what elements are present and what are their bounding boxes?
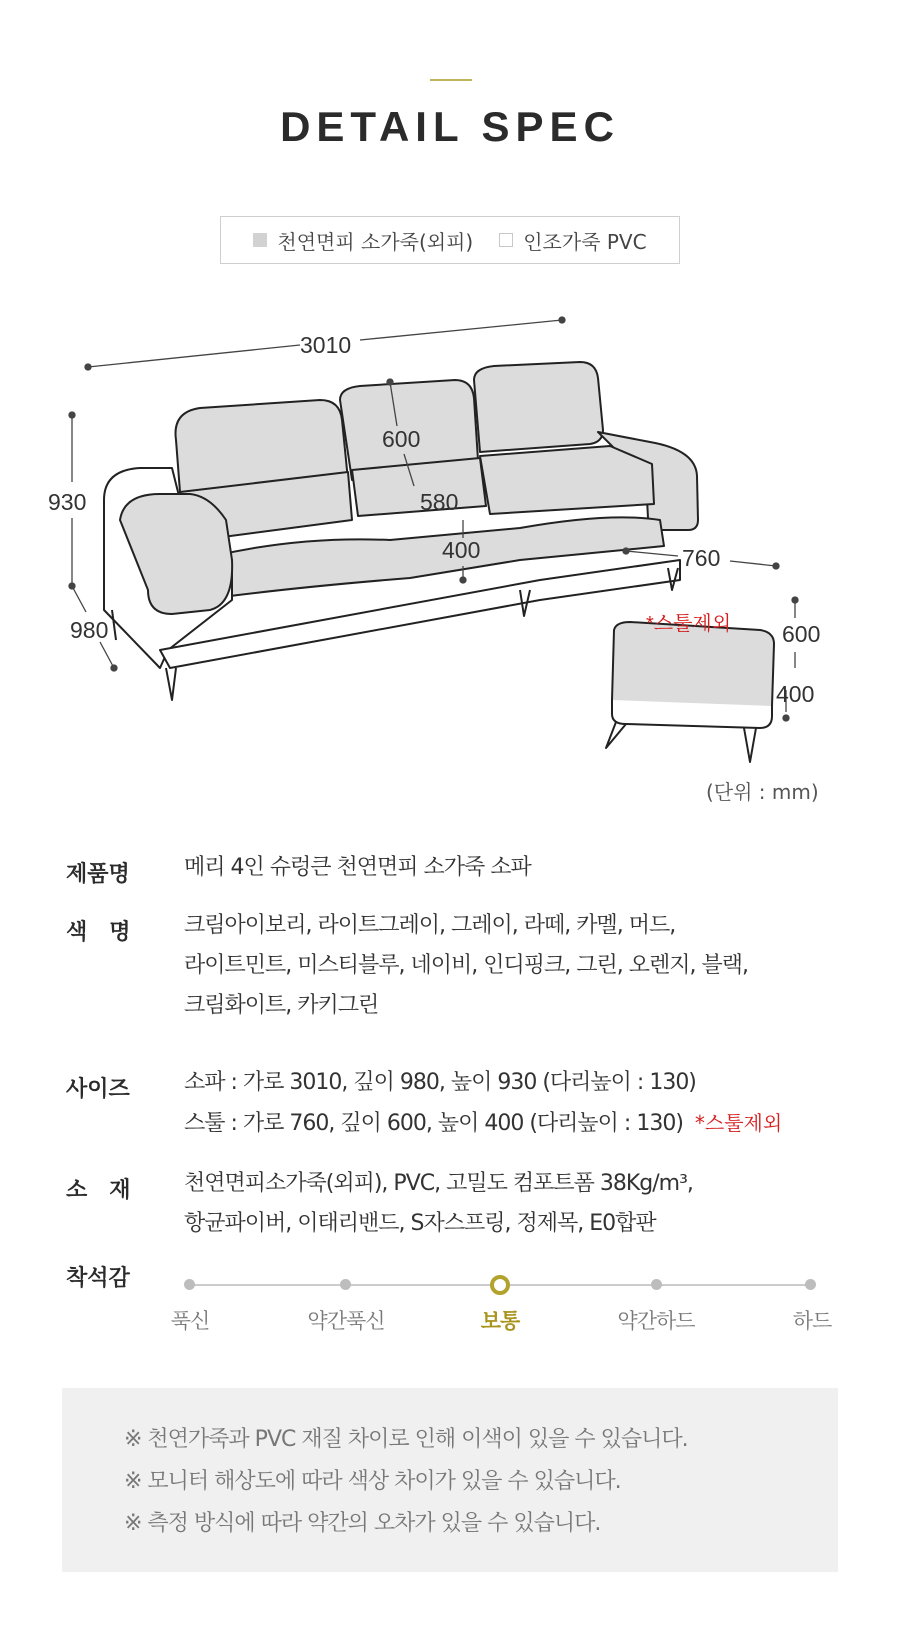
color-line: 크림화이트, 카키그린 — [184, 993, 379, 1018]
sofa-dimension-diagram — [0, 300, 900, 770]
page-title: DETAIL SPEC — [280, 103, 620, 150]
color-line: 라이트민트, 미스티블루, 네이비, 인디핑크, 그린, 오렌지, 블랙, — [184, 953, 748, 978]
notice-line: ※ 천연가죽과 PVC 재질 차이로 인해 이색이 있을 수 있습니다. — [124, 1427, 688, 1452]
stool-exclusion-note: *스툴제외 — [646, 613, 732, 635]
dim-stool-width: 760 — [682, 545, 721, 571]
spec-label-comfort: 착석감 — [66, 1266, 130, 1291]
dim-seat-depth: 580 — [420, 489, 459, 515]
dim-stool-height: 400 — [776, 681, 815, 707]
spec-value-material — [184, 1164, 844, 1244]
back-cushion-right — [474, 362, 603, 452]
dim-sofa-width: 3010 — [300, 332, 352, 358]
spec-label-size: 사이즈 — [66, 1077, 130, 1102]
spec-label-product-name: 제품명 — [66, 862, 130, 887]
spec-label-color: 색 명 — [66, 920, 131, 945]
dim-sofa-height: 930 — [48, 489, 87, 515]
legend-leather-label: 천연면피 소가죽(외피) — [277, 229, 474, 254]
size-stool-note: *스툴제외 — [694, 1111, 783, 1135]
title-accent-line — [430, 79, 472, 81]
size-stool-row — [184, 1103, 844, 1144]
comfort-stop-label: 하드 — [792, 1309, 832, 1333]
comfort-stop-label-selected: 보통 — [480, 1309, 520, 1333]
dim-stool-depth: 600 — [782, 621, 821, 647]
filled-swatch-icon — [253, 233, 267, 247]
product-name-text: 메리 4인 슈렁큰 천연면피 소가죽 소파 — [184, 855, 531, 880]
size-stool-text: 스툴 : 가로 760, 깊이 600, 높이 400 (다리높이 : 130) — [184, 1111, 683, 1136]
comfort-stop-label: 약간푹신 — [307, 1309, 385, 1333]
legend-leather — [253, 226, 473, 255]
dim-seat-height: 400 — [442, 537, 481, 563]
legend-pvc — [499, 226, 646, 255]
material-legend — [220, 216, 680, 264]
size-sofa-text: 소파 : 가로 3010, 깊이 980, 높이 930 (다리높이 : 130) — [184, 1070, 696, 1095]
comfort-stop-dot — [805, 1279, 816, 1290]
comfort-stop-label: 약간하드 — [617, 1309, 695, 1333]
material-line: 천연면피소가죽(외피), PVC, 고밀도 컴포트폼 38Kg/m³, — [184, 1171, 693, 1196]
spec-value-product-name — [184, 848, 844, 888]
unit-note: (단위 : mm) — [706, 780, 819, 804]
comfort-stop-dot — [651, 1279, 662, 1290]
empty-swatch-icon — [499, 233, 513, 247]
notice-line: ※ 측정 방식에 따라 약간의 오차가 있을 수 있습니다. — [124, 1511, 601, 1536]
color-line: 크림아이보리, 라이트그레이, 그레이, 라떼, 카멜, 머드, — [184, 913, 676, 938]
dim-back-height: 600 — [382, 426, 421, 452]
spec-value-color — [184, 906, 844, 1026]
legend-pvc-label: 인조가죽 PVC — [523, 229, 647, 254]
comfort-stop-dot — [340, 1279, 351, 1290]
spec-label-material: 소 재 — [66, 1178, 131, 1203]
comfort-stop-label: 푹신 — [170, 1309, 210, 1333]
notice-line: ※ 모니터 해상도에 따라 색상 차이가 있을 수 있습니다. — [124, 1469, 621, 1494]
comfort-stop-dot — [184, 1279, 195, 1290]
material-line: 항균파이버, 이태리밴드, S자스프링, 정제목, E0합판 — [184, 1211, 656, 1236]
comfort-selected-dot — [490, 1275, 510, 1295]
spec-value-size — [184, 1063, 844, 1144]
dim-sofa-depth: 980 — [70, 617, 109, 643]
